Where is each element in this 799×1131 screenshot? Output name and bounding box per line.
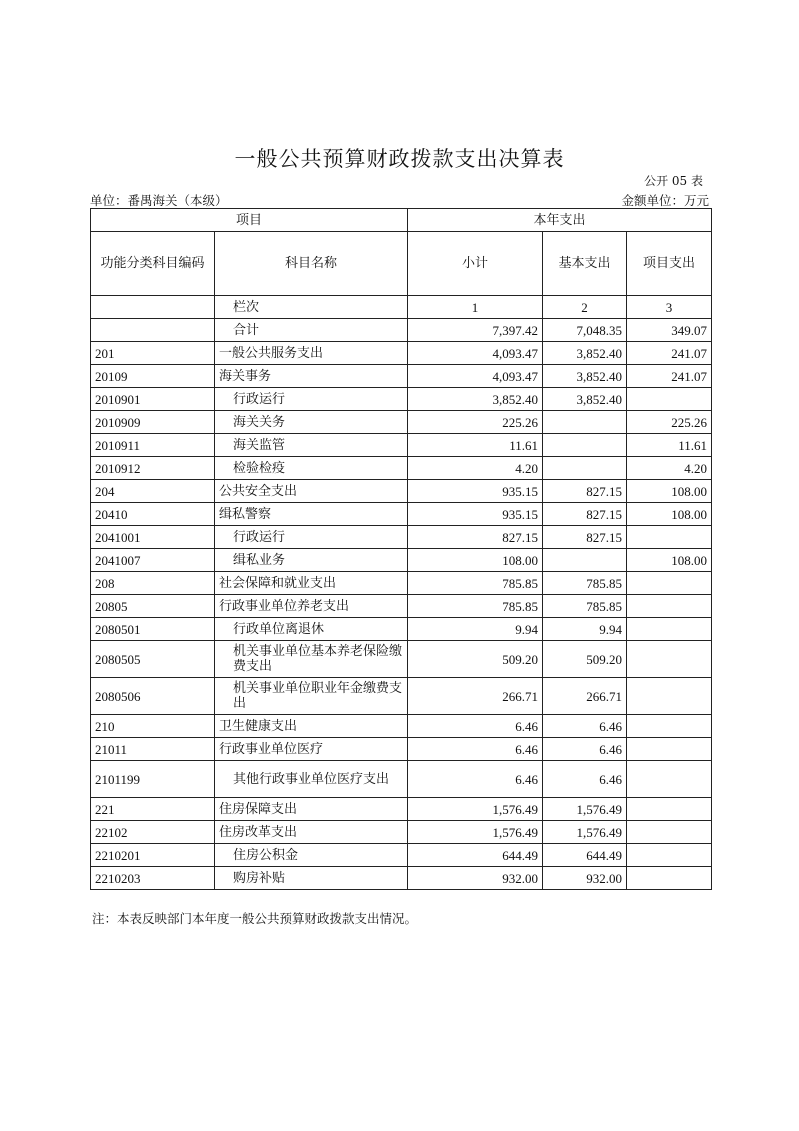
row-code: 221 bbox=[91, 798, 215, 821]
header-row-1 bbox=[91, 209, 712, 232]
row-name: 住房保障支出 bbox=[215, 798, 408, 821]
row-name: 卫生健康支出 bbox=[215, 715, 408, 738]
row-subtotal: 935.15 bbox=[408, 480, 543, 503]
row-subtotal: 6.46 bbox=[408, 715, 543, 738]
header-basic: 基本支出 bbox=[543, 232, 627, 296]
column-index-1: 1 bbox=[408, 296, 543, 319]
table-row bbox=[91, 618, 712, 641]
row-code: 20805 bbox=[91, 595, 215, 618]
row-subtotal: 644.49 bbox=[408, 844, 543, 867]
row-basic: 785.85 bbox=[543, 572, 627, 595]
total-project: 349.07 bbox=[627, 319, 712, 342]
row-name: 一般公共服务支出 bbox=[215, 342, 408, 365]
table-row bbox=[91, 641, 712, 678]
table-row bbox=[91, 526, 712, 549]
row-project: 225.26 bbox=[627, 411, 712, 434]
row-subtotal: 509.20 bbox=[408, 641, 543, 678]
header-name: 科目名称 bbox=[215, 232, 408, 296]
row-code: 2041001 bbox=[91, 526, 215, 549]
row-project bbox=[627, 738, 712, 761]
row-project bbox=[627, 595, 712, 618]
row-code: 2010912 bbox=[91, 457, 215, 480]
row-project: 11.61 bbox=[627, 434, 712, 457]
row-basic: 932.00 bbox=[543, 867, 627, 890]
row-subtotal: 785.85 bbox=[408, 595, 543, 618]
row-basic: 6.46 bbox=[543, 715, 627, 738]
row-code: 2010909 bbox=[91, 411, 215, 434]
row-basic: 9.94 bbox=[543, 618, 627, 641]
row-basic: 785.85 bbox=[543, 595, 627, 618]
row-code: 2210203 bbox=[91, 867, 215, 890]
row-subtotal: 11.61 bbox=[408, 434, 543, 457]
row-name: 其他行政事业单位医疗支出 bbox=[215, 761, 408, 798]
table-row bbox=[91, 595, 712, 618]
table-row bbox=[91, 342, 712, 365]
header-code: 功能分类科目编码 bbox=[91, 232, 215, 296]
table-row bbox=[91, 503, 712, 526]
column-index-3: 3 bbox=[627, 296, 712, 319]
form-number: 公开 05 表 bbox=[644, 174, 703, 188]
row-project: 241.07 bbox=[627, 342, 712, 365]
row-basic bbox=[543, 457, 627, 480]
row-project bbox=[627, 526, 712, 549]
table-row bbox=[91, 761, 712, 798]
header-project: 项目 bbox=[91, 209, 408, 232]
row-subtotal: 266.71 bbox=[408, 678, 543, 715]
row-subtotal: 108.00 bbox=[408, 549, 543, 572]
table-row bbox=[91, 821, 712, 844]
table-row bbox=[91, 457, 712, 480]
table-row bbox=[91, 411, 712, 434]
row-basic: 3,852.40 bbox=[543, 342, 627, 365]
row-project bbox=[627, 618, 712, 641]
row-code: 204 bbox=[91, 480, 215, 503]
row-basic: 3,852.40 bbox=[543, 365, 627, 388]
row-name: 行政单位离退休 bbox=[215, 618, 408, 641]
row-subtotal: 6.46 bbox=[408, 738, 543, 761]
row-code: 20410 bbox=[91, 503, 215, 526]
total-basic: 7,048.35 bbox=[543, 319, 627, 342]
row-code: 2010911 bbox=[91, 434, 215, 457]
row-project: 241.07 bbox=[627, 365, 712, 388]
total-row bbox=[91, 319, 712, 342]
row-subtotal: 935.15 bbox=[408, 503, 543, 526]
row-subtotal: 4.20 bbox=[408, 457, 543, 480]
row-basic: 6.46 bbox=[543, 738, 627, 761]
row-name: 缉私警察 bbox=[215, 503, 408, 526]
page-title: 一般公共预算财政拨款支出决算表 bbox=[234, 147, 565, 171]
row-basic bbox=[543, 411, 627, 434]
row-basic bbox=[543, 434, 627, 457]
row-subtotal: 225.26 bbox=[408, 411, 543, 434]
row-project bbox=[627, 844, 712, 867]
row-project bbox=[627, 641, 712, 678]
row-basic: 1,576.49 bbox=[543, 821, 627, 844]
table-row bbox=[91, 715, 712, 738]
row-basic: 266.71 bbox=[543, 678, 627, 715]
row-name: 行政事业单位养老支出 bbox=[215, 595, 408, 618]
row-name: 社会保障和就业支出 bbox=[215, 572, 408, 595]
row-subtotal: 932.00 bbox=[408, 867, 543, 890]
table-row bbox=[91, 738, 712, 761]
row-code: 21011 bbox=[91, 738, 215, 761]
row-basic: 827.15 bbox=[543, 480, 627, 503]
table-row bbox=[91, 572, 712, 595]
row-code: 2041007 bbox=[91, 549, 215, 572]
row-code: 2080501 bbox=[91, 618, 215, 641]
row-subtotal: 6.46 bbox=[408, 761, 543, 798]
row-code: 2101199 bbox=[91, 761, 215, 798]
row-name: 行政事业单位医疗 bbox=[215, 738, 408, 761]
row-name: 行政运行 bbox=[215, 388, 408, 411]
total-subtotal: 7,397.42 bbox=[408, 319, 543, 342]
row-code: 22102 bbox=[91, 821, 215, 844]
column-index-2: 2 bbox=[543, 296, 627, 319]
table-row bbox=[91, 867, 712, 890]
footnote: 注：本表反映部门本年度一般公共预算财政拨款支出情况。 bbox=[92, 911, 418, 926]
row-name: 机关事业单位职业年金缴费支出 bbox=[215, 678, 408, 715]
row-name: 住房改革支出 bbox=[215, 821, 408, 844]
row-project bbox=[627, 867, 712, 890]
table-row bbox=[91, 678, 712, 715]
column-index-label: 栏次 bbox=[215, 296, 408, 319]
table-row bbox=[91, 365, 712, 388]
header-subtotal: 小计 bbox=[408, 232, 543, 296]
row-name: 机关事业单位基本养老保险缴费支出 bbox=[215, 641, 408, 678]
header-row-2 bbox=[91, 232, 712, 296]
row-name: 公共安全支出 bbox=[215, 480, 408, 503]
row-name: 海关监管 bbox=[215, 434, 408, 457]
row-subtotal: 3,852.40 bbox=[408, 388, 543, 411]
row-code: 2080506 bbox=[91, 678, 215, 715]
row-name: 购房补贴 bbox=[215, 867, 408, 890]
row-code: 2010901 bbox=[91, 388, 215, 411]
row-basic: 1,576.49 bbox=[543, 798, 627, 821]
table-row bbox=[91, 798, 712, 821]
row-code: 2210201 bbox=[91, 844, 215, 867]
row-code: 201 bbox=[91, 342, 215, 365]
row-basic: 509.20 bbox=[543, 641, 627, 678]
row-name: 海关事务 bbox=[215, 365, 408, 388]
row-basic: 827.15 bbox=[543, 526, 627, 549]
row-project bbox=[627, 388, 712, 411]
row-project: 108.00 bbox=[627, 503, 712, 526]
row-project bbox=[627, 821, 712, 844]
row-name: 海关关务 bbox=[215, 411, 408, 434]
row-project: 4.20 bbox=[627, 457, 712, 480]
table-row bbox=[91, 434, 712, 457]
row-code: 208 bbox=[91, 572, 215, 595]
row-basic bbox=[543, 549, 627, 572]
row-project bbox=[627, 715, 712, 738]
row-code: 210 bbox=[91, 715, 215, 738]
column-index-row bbox=[91, 296, 712, 319]
row-project bbox=[627, 761, 712, 798]
table-row bbox=[91, 388, 712, 411]
row-code: 2080505 bbox=[91, 641, 215, 678]
row-basic: 6.46 bbox=[543, 761, 627, 798]
row-code: 20109 bbox=[91, 365, 215, 388]
row-subtotal: 785.85 bbox=[408, 572, 543, 595]
row-project bbox=[627, 798, 712, 821]
table-row bbox=[91, 480, 712, 503]
row-basic: 3,852.40 bbox=[543, 388, 627, 411]
table-row bbox=[91, 549, 712, 572]
header-project-exp: 项目支出 bbox=[627, 232, 712, 296]
row-project bbox=[627, 572, 712, 595]
row-subtotal: 4,093.47 bbox=[408, 365, 543, 388]
row-subtotal: 4,093.47 bbox=[408, 342, 543, 365]
row-project: 108.00 bbox=[627, 480, 712, 503]
budget-table bbox=[90, 208, 712, 890]
row-subtotal: 1,576.49 bbox=[408, 798, 543, 821]
row-basic: 827.15 bbox=[543, 503, 627, 526]
unit-label: 单位：番禺海关（本级） bbox=[90, 193, 228, 208]
row-name: 行政运行 bbox=[215, 526, 408, 549]
row-project: 108.00 bbox=[627, 549, 712, 572]
row-subtotal: 1,576.49 bbox=[408, 821, 543, 844]
row-name: 缉私业务 bbox=[215, 549, 408, 572]
total-label: 合计 bbox=[215, 319, 408, 342]
row-basic: 644.49 bbox=[543, 844, 627, 867]
row-subtotal: 9.94 bbox=[408, 618, 543, 641]
row-name: 检验检疫 bbox=[215, 457, 408, 480]
table-row bbox=[91, 844, 712, 867]
row-subtotal: 827.15 bbox=[408, 526, 543, 549]
row-project bbox=[627, 678, 712, 715]
header-current-year: 本年支出 bbox=[408, 209, 712, 232]
amount-unit-label: 金额单位：万元 bbox=[621, 193, 709, 208]
row-name: 住房公积金 bbox=[215, 844, 408, 867]
